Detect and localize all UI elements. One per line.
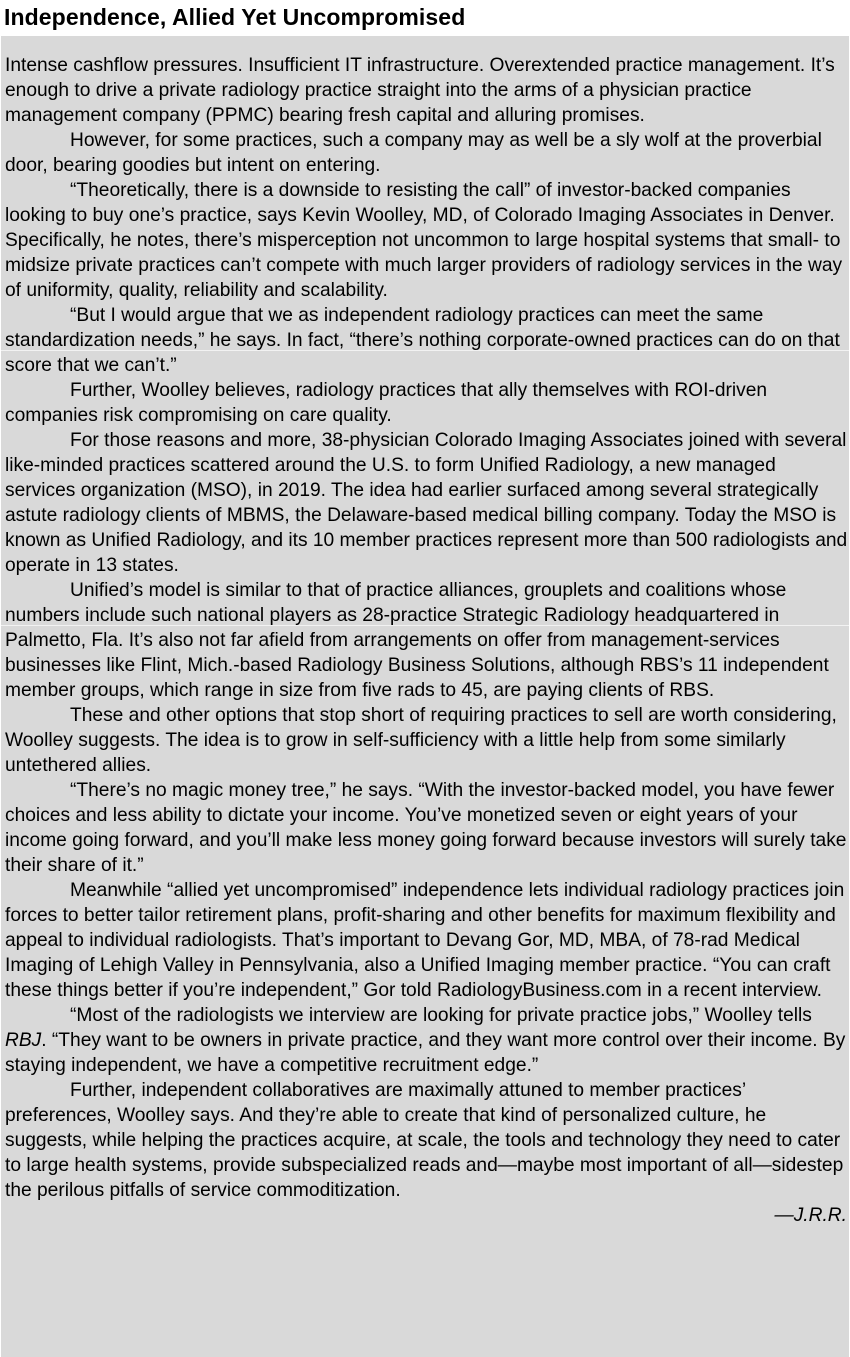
paragraph: “Theoretically, there is a downside to resisting the call” of investor-backed companies looking to buy one’s practice, says Kevin Woolley, MD, of Colorado Imaging Associates in Denver. Specifically, he notes, there’s misperception not uncommon to large hospital systems that small- to midsize private practices can’t compete with much larger providers of radiology services in the way of uniformity, quality, reliability and scalability. (5, 180, 843, 301)
paragraph: Further, Woolley believes, radiology practices that ally themselves with ROI-driven companies risk compromising on care quality. (5, 380, 768, 426)
paragraph-final: Further, independent collaboratives are maximally attuned to member practices’ preferences, Woolley says. And they’re able to create that kind of personalized culture, he suggests, while helping the practices acquire, at scale, the tools and technology they need to cater to large health systems, provide subspecialized reads and—maybe most important of all—sidestep the perilous pitfalls of service commoditization. (5, 1080, 844, 1201)
paragraph: “But I would argue that we as independent radiology practices can meet the same standardization needs,” he says. In fact, “there’s nothing corporate-owned practices can do on that score that we can’t.” (5, 305, 840, 376)
paragraph-lead: Intense cashflow pressures. Insufficient IT infrastructure. Overextended practice management. It’s enough to drive a private radiology practice straight into the arms of a physician practice management company (PPMC) bearing fresh capital and alluring promises. (5, 55, 835, 126)
paragraph: For those reasons and more, 38-physician Colorado Imaging Associates joined with several like-minded practices scattered around the U.S. to form Unified Radiology, a new managed services organization (MSO), in 2019. The idea had earlier surfaced among several strategically astute radiology clients of MBMS, the Delaware-based medical billing company. Today the MSO is known as Unified Radiology, and its 10 member practices represent more than 500 radiologists and operate in 13 states. (5, 430, 848, 576)
paragraph: “There’s no magic money tree,” he says. “With the investor-backed model, you have fewer choices and less ability to dictate your income. You’ve monetized seven or eight years of your income going forward, and you’ll make less money going forward because investors will surely take their share of it.” (5, 780, 847, 876)
quote-text-before: “Most of the radiologists we interview are looking for private practice jobs,” Woolley tells (70, 1005, 812, 1026)
paragraph: However, for some practices, such a company may as well be a sly wolf at the proverbial door, bearing goodies but intent on entering. (5, 130, 822, 176)
paragraph: Unified’s model is similar to that of practice alliances, grouplets and coalitions whose numbers include such national players as 28-practice Strategic Radiology headquartered in Palmetto, Fla. It’s also not far afield from arrangements on offer from management-services businesses like Flint, Mich.-based Radiology Business Solutions, although RBS’s 11 independent member groups, which range in size from five rads to 45, are paying clients of RBS. (5, 580, 829, 701)
paragraph-quote (5, 1003, 848, 1078)
article-title: Independence, Allied Yet Uncompromised (4, 4, 466, 30)
article-body-box (1, 36, 849, 1357)
article-text (5, 53, 848, 1228)
quote-text-after: . “They want to be owners in private practice, and they want more control over their income. By staying independent, we have a competitive recruitment edge.” (5, 1030, 846, 1076)
paragraph: Meanwhile “allied yet uncompromised” independence lets individual radiology practices join forces to better tailor retirement plans, profit-sharing and other benefits for maximum flexibility and appeal to individual radiologists. That’s important to Devang Gor, MD, MBA, of 78-rad Medical Imaging of Lehigh Valley in Pennsylvania, also a Unified Imaging member practice. “You can craft these things better if you’re independent,” Gor told RadiologyBusiness.com in a recent interview. (5, 880, 845, 1001)
author-signature: —J.R.R. (774, 1205, 847, 1226)
publication-name: RBJ (5, 1030, 42, 1051)
paragraph: These and other options that stop short of requiring practices to sell are worth considering, Woolley suggests. The idea is to grow in self-sufficiency with a little help from some similarly untethered allies. (5, 705, 837, 776)
title-bar (0, 0, 850, 36)
